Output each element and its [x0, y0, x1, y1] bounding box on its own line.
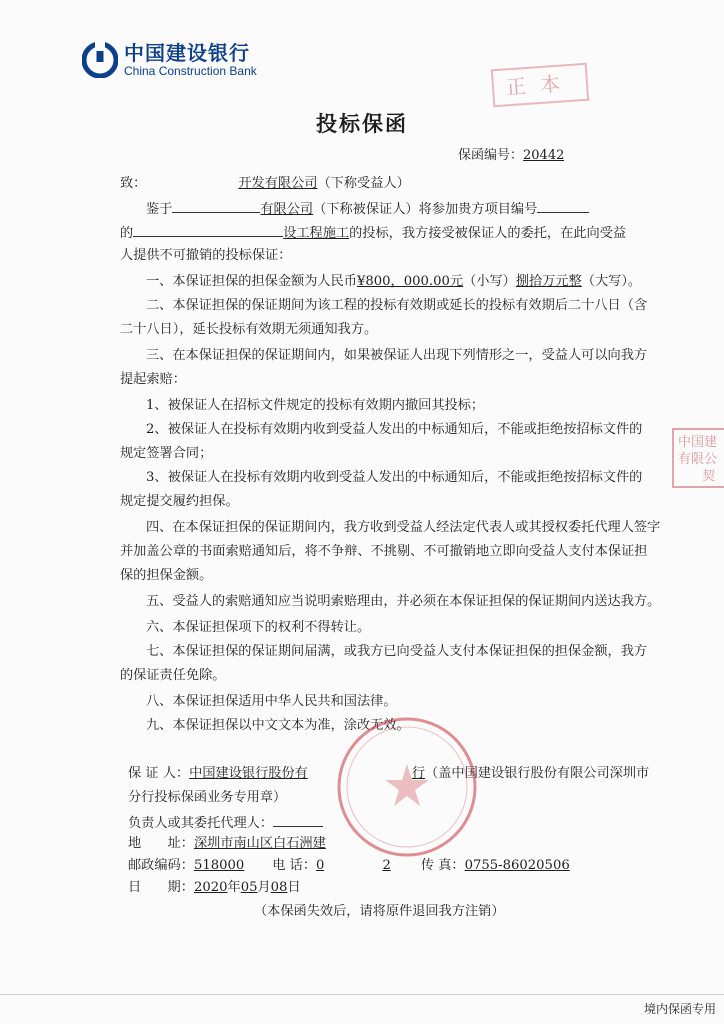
representative-line: [128, 812, 323, 834]
text: 一、本保证担保的担保金额为人民币: [146, 274, 357, 289]
subclause-1: 1、被保证人在招标文件规定的投标有效期内撤回其投标；: [146, 398, 485, 413]
addressee-prefix: 致：: [120, 176, 147, 191]
perforation-seal-partial: [672, 428, 724, 488]
date-line: [128, 878, 301, 898]
bank-logo: [82, 42, 257, 78]
text: 年: [227, 880, 241, 895]
guarantee-number-label: 保函编号：: [458, 148, 524, 163]
paragraph-intro-line-1: [146, 198, 589, 220]
bank-name: [124, 42, 257, 78]
text: （盖中国建设银行股份有限公司深圳市: [425, 766, 650, 781]
ccb-logo-icon: [82, 42, 118, 78]
clause-1: [146, 272, 641, 292]
text: （下称被保证人）将参加贵方项目编号: [313, 202, 538, 217]
clause-7-line-2: 的保证责任免除。: [120, 668, 226, 683]
clause-6: 六、本保证担保项下的权利不得转让。: [146, 620, 371, 635]
guarantee-amount: ¥800，000.00元: [357, 274, 464, 289]
redaction: [172, 198, 260, 213]
tel-value-end: 2: [382, 858, 391, 873]
addressee-line: [120, 174, 410, 194]
clause-9: 九、本保证担保以中文文本为准，涂改无效。: [146, 718, 410, 733]
tel-value-start: 0: [316, 858, 325, 873]
guarantee-number: [458, 144, 654, 163]
text: 中国建: [678, 435, 718, 450]
date-label: 日 期：: [128, 880, 194, 895]
redaction: [146, 177, 238, 191]
text: （小写）: [463, 274, 516, 289]
clause-2-line-1: 二、本保证担保的保证期间为该工程的投标有效期或延长的投标有效期后二十八日（含: [146, 298, 648, 313]
clause-4-line-2: 并加盖公章的书面索赔通知后，将不争辩、不挑剔、不可撤销地立即向受益人支付本保证担: [120, 544, 648, 559]
text: 鉴于: [146, 202, 173, 217]
text: 月: [257, 880, 271, 895]
guarantee-amount-capital: 捌拾万元整: [515, 274, 582, 289]
zip-value: 518000: [193, 858, 245, 873]
bank-name-en: China Construction Bank: [124, 64, 257, 78]
zip-label: 邮政编码：: [128, 858, 194, 873]
return-note: （本保函失效后，请将原件退回我方注销）: [254, 904, 505, 919]
redaction: [564, 149, 654, 163]
guarantee-number-value: 20442: [523, 148, 565, 163]
address-line: [128, 834, 366, 854]
clause-3-line-2: 提起索赔：: [120, 372, 186, 387]
text: （大写）。: [581, 274, 642, 289]
text: 日: [287, 880, 301, 895]
representative-blank: [273, 812, 323, 827]
footer-divider: [0, 994, 724, 995]
redaction: [537, 198, 589, 213]
fax-value: 0755-86020506: [464, 858, 570, 873]
subclause-3-line-2: 规定提交履约担保。: [120, 494, 239, 509]
clause-2-line-2: 二十八日），延长投标有效期无须通知我方。: [120, 322, 378, 337]
text: 有限公: [678, 452, 718, 467]
paragraph-intro-line-3: 人提供不可撤销的投标保证：: [120, 248, 292, 263]
project-name: 设工程施工: [283, 226, 350, 241]
clause-3-line-1: 三、在本保证担保的保证期间内，如果被保证人出现下列情形之一，受益人可以向我方: [146, 348, 648, 363]
text: 的: [120, 226, 134, 241]
text: 行: [411, 766, 426, 781]
text: 的投标，我方接受被保证人的委托，在此向受益: [349, 226, 627, 241]
beneficiary-name: 开发有限公司: [238, 176, 318, 191]
subclause-3-line-1: 3、被保证人在投标有效期内收到受益人发出的中标通知后，不能或拒绝按招标文件的: [146, 470, 643, 485]
fax-label: 传 真：: [420, 858, 465, 873]
clause-4-line-1: 四、在本保证担保的保证期间内，我方收到受益人经法定代表人或其授权委托代理人签字: [146, 520, 661, 535]
date-day: 08: [270, 880, 288, 895]
text: 契: [702, 469, 716, 484]
representative-label: 负责人或其委托代理人：: [128, 816, 274, 831]
clause-8: 八、本保证担保适用中华人民共和国法律。: [146, 694, 397, 709]
page-title: 投标保函: [316, 112, 408, 136]
clause-4-line-3: 保的担保金额。: [120, 568, 213, 583]
subclause-2-line-1: 2、被保证人在投标有效期内收到受益人发出的中标通知后，不能或拒绝按招标文件的: [146, 422, 643, 437]
date-year: 2020: [193, 880, 228, 895]
clause-7-line-1: 七、本保证担保的保证期间届满，或我方已向受益人支付本保证担保的担保金额，我方: [146, 644, 648, 659]
guarantor-label: 保 证 人：: [128, 766, 190, 781]
footer-label: 境内保函专用: [643, 1002, 716, 1016]
clause-5: 五、受益人的索赔通知应当说明索赔理由，并必须在本保证担保的保证期间内送达我方。: [146, 594, 661, 609]
subclause-2-line-2: 规定签署合同；: [120, 446, 213, 461]
date-month: 05: [240, 880, 258, 895]
bank-seal-icon: [332, 712, 482, 862]
address-label: 地 址：: [128, 836, 194, 851]
bank-name-cn: 中国建设银行: [124, 41, 250, 65]
principal-name: 有限公司: [260, 202, 314, 217]
redaction: [133, 222, 283, 237]
paragraph-intro-line-2: [120, 222, 626, 244]
guarantor-line-2: 分行投标保函业务专用章）: [128, 790, 287, 805]
original-copy-stamp: 正本: [491, 63, 589, 108]
guarantor-name: 中国建设银行股份有: [189, 766, 308, 781]
address-value: 深圳市南山区白石洲建: [193, 836, 326, 851]
beneficiary-suffix: （下称受益人）: [317, 176, 410, 191]
tel-label: 电 话：: [272, 858, 317, 873]
